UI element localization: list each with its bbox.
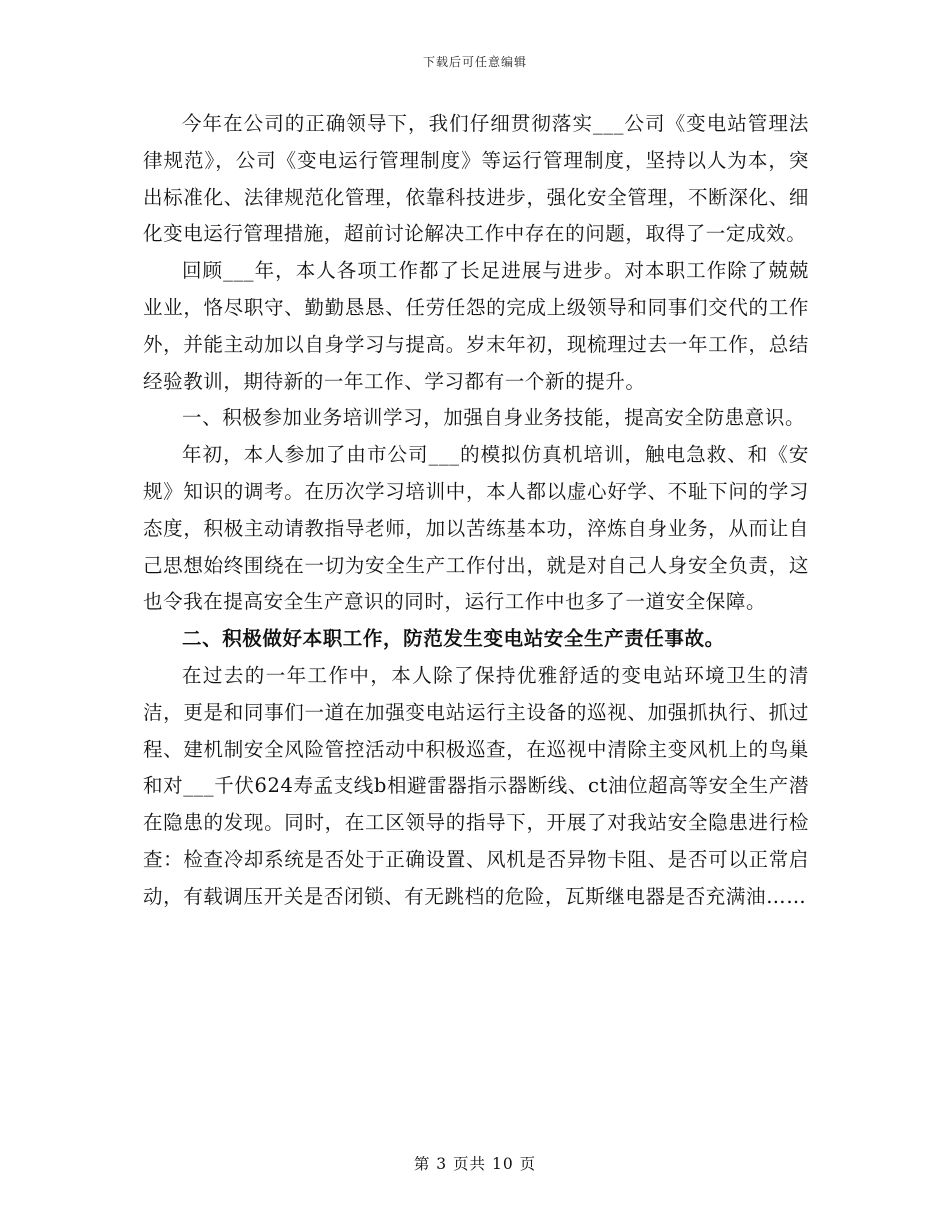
paragraph-training: 年初，本人参加了由市公司___的模拟仿真机培训，触电急救、和《安规》知识的调考。在历次学习培训中，本人都以虚心好学、不耻下问的学习态度，积极主动请教指导老师，加以苦练基本功，淬炼自身业务，从而让自己思想始终围绕在一切为安全生产工作付出，就是对自己人身安全负责，这也令我在提高安全生产意识的同时，运行工作中也多了一道安全保障。 — [143, 443, 809, 614]
paragraph-inspection: 在过去的一年工作中，本人除了保持优雅舒适的变电站环境卫生的清洁，更是和同事们一道在加强变电站运行主设备的巡视、加强抓执行、抓过程、建机制安全风险管控活动中积极巡查，在巡视中清除主变风机上的鸟巢和对___千伏624寿孟支线b相避雷器指示器断线、ct油位超高等安全生产潜在隐患的发现。同时，在工区领导的指导下，开展了对我站安全隐患进行检查：检查冷却系统是否处于正确设置、风机是否异物卡阻、是否可以正常启动，有载调压开关是否闭锁、有无跳档的危险，瓦斯继电器是否充满油…… — [143, 663, 809, 908]
section-heading-1: 一、积极参加业务培训学习，加强自身业务技能，提高安全防患意识。 — [182, 406, 806, 430]
page-header: 下载后可任意编辑 — [422, 55, 527, 69]
page-footer-page-number: 第 3 页共 10 页 — [413, 1155, 537, 1173]
paragraph-intro: 今年在公司的正确领导下，我们仔细贯彻落实___公司《变电站管理法律规范》，公司《变电运行管理制度》等运行管理制度，坚持以人为本，突出标准化、法律规范化管理，依靠科技进步，强化安全管理，不断深化、细化变电运行管理措施，超前讨论解决工作中存在的问题，取得了一定成效。 — [143, 112, 809, 246]
section-heading-2: 二、积极做好本职工作，防范发生变电站安全生产责任事故。 — [182, 627, 725, 651]
paragraph-review: 回顾___年，本人各项工作都了长足进展与进步。对本职工作除了兢兢业业，恪尽职守、勤勤恳恳、任劳任怨的完成上级领导和同事们交代的工作外，并能主动加以自身学习与提高。岁末年初，现梳理过去一年工作，总结经验教训，期待新的一年工作、学习都有一个新的提升。 — [143, 259, 809, 393]
document-body — [143, 106, 809, 916]
